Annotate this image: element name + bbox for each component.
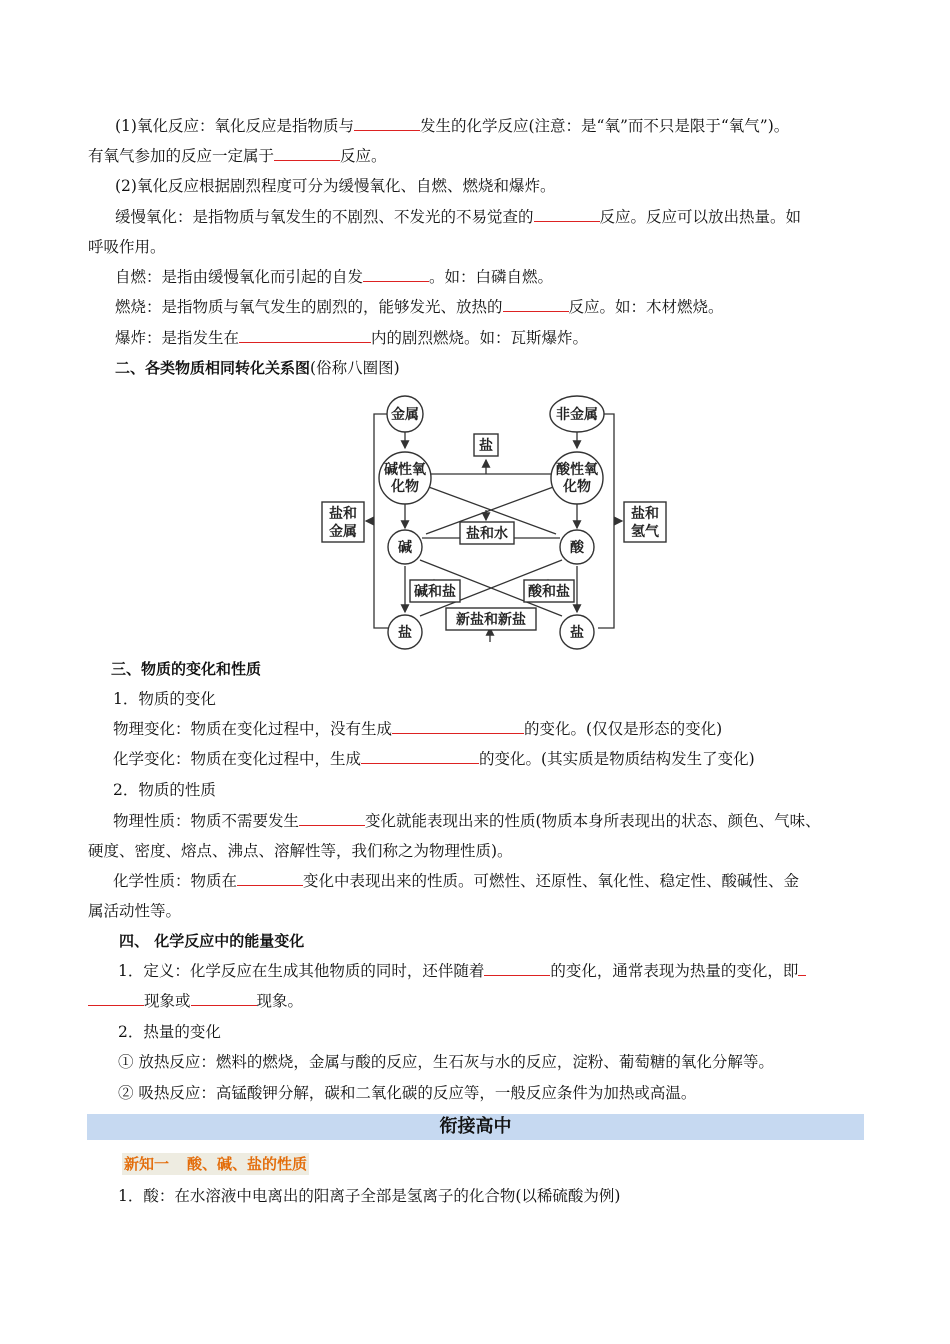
physical-property-cont: 硬度、密度、熔点、沸点、溶解性等，我们称之为物理性质)。	[88, 842, 513, 860]
matter-property-heading: 2．物质的性质	[113, 781, 216, 799]
chemical-change: 化学变化：物质在变化过程中，生成 的变化。(其实质是物质结构发生了变化)	[113, 750, 755, 768]
acidic-oxide-circle	[551, 452, 603, 504]
salt-metal-label-1: 盐和	[329, 506, 357, 522]
salt-water-label: 盐和水	[466, 526, 508, 542]
oxidation-definition-cont: 有氧气参加的反应一定属于 反应。	[88, 147, 387, 165]
salt-hydrogen-label-2: 氢气	[631, 524, 659, 540]
acid-salt-label: 酸和盐	[528, 584, 570, 600]
matter-change-heading: 1．物质的变化	[113, 690, 216, 708]
salt-right-label: 盐	[570, 625, 584, 641]
section-heading-4: 四、 化学反应中的能量变化	[119, 932, 305, 950]
energy-definition: 1．定义：化学反应在生成其他物质的同时，还伴随着 的变化，通常表现为热量的变化，即	[118, 960, 806, 982]
answer-blank[interactable]	[534, 206, 600, 222]
physical-property: 物理性质：物质不需要发生 变化就能表现出来的性质(物质本身所表现出的状态、颜色、气味、	[113, 812, 821, 830]
salt-left-label: 盐	[398, 625, 412, 641]
answer-blank[interactable]	[237, 870, 303, 886]
basic-oxide-label-2: 化物	[391, 479, 419, 495]
endothermic-reaction: ② 吸热反应：高锰酸钾分解，碳和二氧化碳的反应等，一般反应条件为加热或高温。	[118, 1084, 697, 1102]
section-heading-2: 二、各类物质相同转化关系图(俗称八圈图)	[115, 359, 400, 377]
explosion: 爆炸：是指发生在 内的剧烈燃烧。如：瓦斯爆炸。	[115, 329, 589, 347]
exothermic-reaction: ① 放热反应：燃料的燃烧，金属与酸的反应，生石灰与水的反应，淀粉、葡萄糖的氧化分解等。	[118, 1053, 774, 1071]
physical-change: 物理变化：物质在变化过程中，没有生成 的变化。(仅仅是形态的变化)	[113, 720, 723, 738]
answer-blank[interactable]	[503, 296, 569, 312]
chemical-property: 化学性质：物质在 变化中表现出来的性质。可燃性、还原性、氧化性、稳定性、酸碱性、金	[113, 872, 800, 890]
answer-blank[interactable]	[354, 115, 420, 131]
answer-blank[interactable]	[191, 990, 257, 1006]
oxidation-classification: (2)氧化反应根据剧烈程度可分为缓慢氧化、自燃、燃烧和爆炸。	[115, 177, 556, 195]
metal-label: 金属	[391, 407, 419, 423]
acidic-oxide-label-1: 酸性氧	[556, 462, 598, 478]
answer-blank[interactable]	[361, 748, 479, 764]
section-banner: 衔接高中	[87, 1114, 864, 1140]
answer-blank[interactable]	[299, 810, 365, 826]
acid-definition: 1．酸：在水溶液中电离出的阳离子全部是氢离子的化合物(以稀硫酸为例)	[118, 1187, 621, 1205]
salt-hydrogen-label-1: 盐和	[631, 506, 659, 522]
section-heading-3: 三、物质的变化和性质	[111, 660, 262, 678]
base-label: 碱	[398, 540, 412, 556]
answer-blank[interactable]	[484, 960, 550, 976]
answer-blank[interactable]	[798, 960, 806, 976]
eight-circle-diagram	[318, 390, 668, 652]
chemical-property-cont: 属活动性等。	[88, 902, 182, 920]
new-knowledge-tag: 新知一 酸、碱、盐的性质	[124, 1155, 308, 1173]
answer-blank[interactable]	[239, 327, 371, 343]
basic-oxide-label-1: 碱性氧	[384, 462, 426, 478]
salt-metal-label-2: 金属	[329, 524, 357, 540]
new-salts-label: 新盐和新盐	[456, 612, 526, 628]
base-salt-label: 碱和盐	[414, 584, 456, 600]
spontaneous-combustion: 自燃：是指由缓慢氧化而引起的自发 。如：白磷自燃。	[115, 268, 554, 286]
answer-blank[interactable]	[274, 145, 340, 161]
combustion: 燃烧：是指物质与氧气发生的剧烈的，能够发光、放热的 反应。如：木材燃烧。	[115, 298, 724, 316]
nonmetal-label: 非金属	[556, 407, 598, 423]
salt-top-label: 盐	[479, 438, 493, 454]
slow-oxidation: 缓慢氧化：是指物质与氧发生的不剧烈、不发光的不易觉查的 反应。反应可以放出热量。如	[115, 208, 802, 226]
answer-blank[interactable]	[363, 266, 429, 282]
energy-definition-cont: 现象或 现象。	[88, 990, 303, 1012]
answer-blank[interactable]	[88, 990, 144, 1006]
basic-oxide-circle	[379, 452, 431, 504]
acidic-oxide-label-2: 化物	[563, 479, 591, 495]
answer-blank[interactable]	[392, 718, 524, 734]
slow-oxidation-cont: 呼吸作用。	[88, 238, 166, 256]
acid-label: 酸	[570, 540, 584, 556]
oxidation-definition: (1)氧化反应：氧化反应是指物质与 发生的化学反应(注意：是“氧”而不只是限于“氧气”)。	[115, 117, 790, 135]
heat-change-heading: 2．热量的变化	[118, 1023, 221, 1041]
